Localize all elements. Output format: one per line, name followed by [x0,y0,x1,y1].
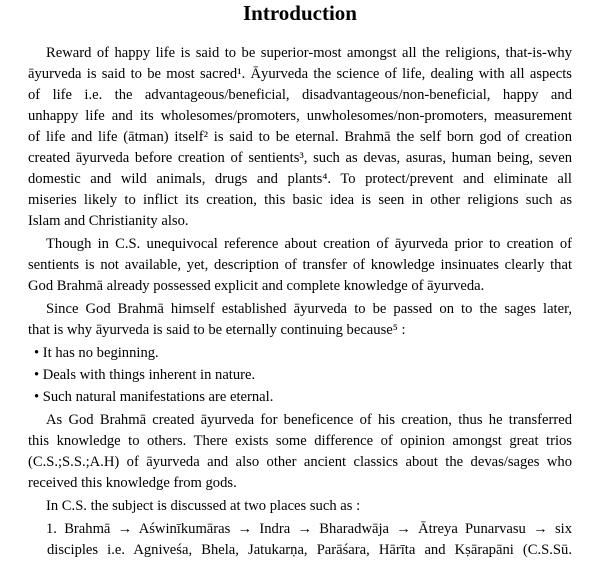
p5-line-1: In C.S. the subject is discussed at two places such as : [46,498,361,514]
p4-line-2: this knowledge to others. There exists some difference of opinion amongst great trios [28,433,572,449]
p2-line-3: God Brahmā already possessed explicit and complete knowledge of āyurveda. [28,278,485,294]
p2-line-2: sentients is not available, yet, description of transfer of knowledge insinuates clearly that [28,257,572,273]
p1-line-2: āyurveda is said to be most sacred¹. Āyurveda the science of life, dealing with all aspects [28,66,572,82]
p4-line-3: (C.S.;S.S.;A.H) of āyurveda and also other ancient classics about the devas/sages who [28,454,572,470]
bullet-item-2: • Deals with things inherent in nature. [34,367,256,383]
p3-line-2: that is why āyurveda is said to be eternally continuing because⁵ : [28,322,406,338]
p1-line-4: unhappy life and its wholesomes/promoters, unwholesomes/non-promoters, measurement [28,108,572,124]
bullet-item-3: • Such natural manifestations are eternal. [34,389,274,405]
p4-line-4: received this knowledge from gods. [28,475,237,491]
p1-line-9: Islam and Christianity also. [28,213,189,229]
p1-line-7: domestic and wild animals, drugs and plants⁴. To protect/prevent and eliminate all [28,171,572,187]
item1-line-2: disciples i.e. Agniveśa, Bhela, Jatukarṇa, Parāśara, Hārīta and Kṣārapāni (C.S.Sū. [47,542,572,558]
p1-line-3: of life i.e. the advantageous/beneficial, disadvantageous/non-beneficial, happy and [28,87,572,103]
p3-line-1: Since God Brahmā himself established āyurveda to be passed on to the sages later, [46,301,572,317]
p1-line-1: Reward of happy life is said to be superior-most amongst all the religions, that-is-why [46,45,572,61]
item1-line-1: 1. Brahmā → Aświnīkumāras → Indra → Bharadwāja → Ātreya Punarvasu → six [46,521,572,537]
p1-line-8: miseries likely to inflict its creation, this basic idea is seen in other religions such as [28,192,572,208]
p2-line-1: Though in C.S. unequivocal reference about creation of āyurveda prior to creation of [46,236,572,252]
p1-line-5: of life and life (ātman) itself² is said to be eternal. Brahmā the self born god of creation [28,129,572,145]
bullet-item-1: • It has no beginning. [34,345,159,361]
p4-line-1: As God Brahmā created āyurveda for beneficence of his creation, thus he transferred [46,412,572,428]
page-title: Introduction [243,1,357,25]
p1-line-6: created āyurveda before creation of sentients³, such as devas, asuras, human being, seven [28,150,572,166]
